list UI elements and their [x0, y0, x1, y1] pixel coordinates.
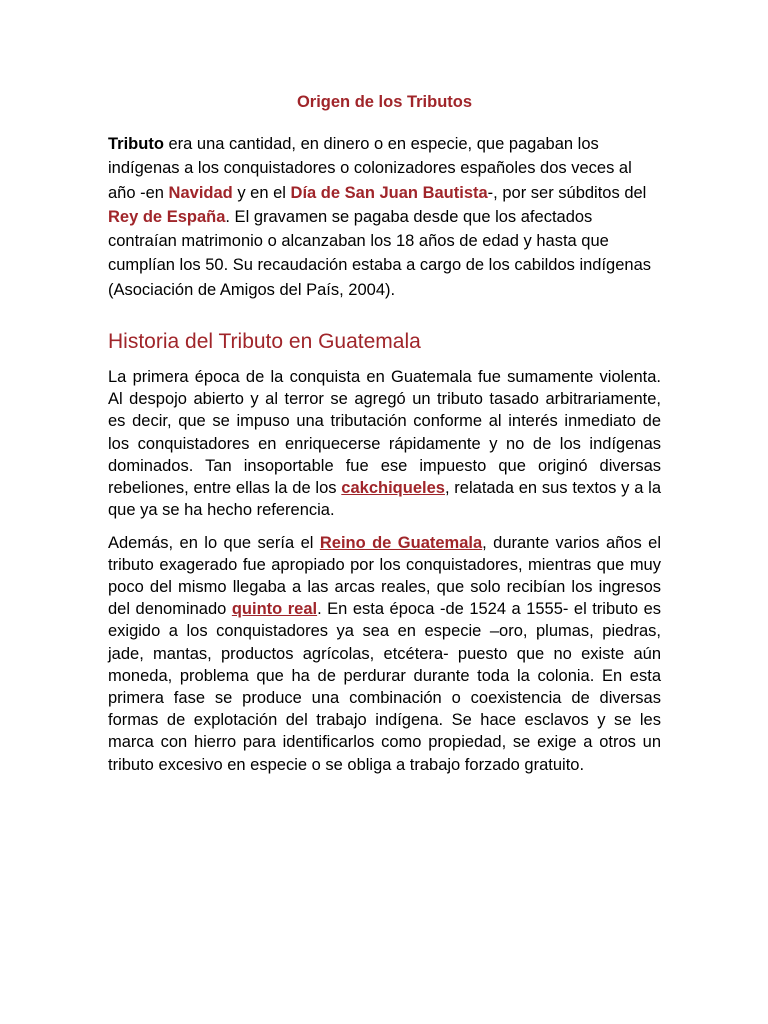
intro-term-tributo: Tributo	[108, 135, 164, 153]
history-text-4: , durante varios años el tributo exagerado fue apropiado por los conquistadores, mientras que muy poco del mismo llegaba a las arcas reales, que solo recibían los ingresos del denominado	[108, 533, 661, 619]
history-paragraph-2	[108, 532, 661, 776]
cakchiqueles-link[interactable]: cakchiqueles	[341, 479, 445, 498]
history-text-3: Además, en lo que sería el	[108, 533, 320, 552]
intro-paragraph	[108, 132, 661, 302]
intro-text-3: -, por ser súbditos del	[487, 183, 647, 202]
history-text-5: . En esta época -de 1524 a 1555- el tributo es exigido a los conquistadores ya sea en especie –oro, plumas, piedras, jade, mantas, productos agrícolas, etcétera- puesto que no existe aún moneda, problema que ha de perdurar durante toda la colonia. En esta primera fase se produce una combinación o coexistencia de diversas formas de explotación del trabajo indígena. Se hace esclavos y se les marca con hierro para identificarlos como propiedad, se exige a otros un tributo excesivo en especie o se obliga a trabajo forzado gratuito.	[108, 600, 662, 774]
reino-de-guatemala-link[interactable]: Reino de Guatemala	[319, 533, 483, 552]
intro-term-navidad: Navidad	[168, 183, 233, 202]
intro-text-4: . El gravamen se pagaba desde que los afectados contraían matrimonio o alcanzaban los 18 años de edad y hasta que cumplían los 50. Su recaudación estaba a cargo de los cabildos indígenas (Asociación de Amigos del País, 2004).	[108, 207, 652, 299]
intro-text-1: era una cantidad, en dinero o en especie, que pagaban los indígenas a los conquistadores o colonizadores españoles dos veces al año -en	[108, 135, 632, 202]
document-title: Origen de los Tributos	[296, 93, 473, 111]
history-text-1: La primera época de la conquista en Guatemala fue sumamente violenta. Al despojo abierto y al terror se agregó un tributo tasado arbitrariamente, es decir, que se impuso una tributación conforme al interés inmediato de los conquistadores en enriquecerse rápidamente y no de los indígenas dominados. Tan insoportable fue ese impuesto que originó diversas rebeliones, entre ellas la de los	[108, 368, 661, 498]
intro-term-san-juan: Día de San Juan Bautista	[290, 183, 488, 202]
intro-text-2: y en el	[232, 183, 291, 202]
history-paragraph-1	[108, 366, 661, 521]
quinto-real-link[interactable]: quinto real	[231, 600, 318, 619]
document-page	[108, 92, 661, 776]
section-heading: Historia del Tributo en Guatemala	[108, 330, 421, 354]
history-text-2: , relatada en sus textos y a la que ya se ha hecho referencia.	[108, 479, 661, 520]
intro-term-rey-espana: Rey de España	[108, 207, 226, 226]
